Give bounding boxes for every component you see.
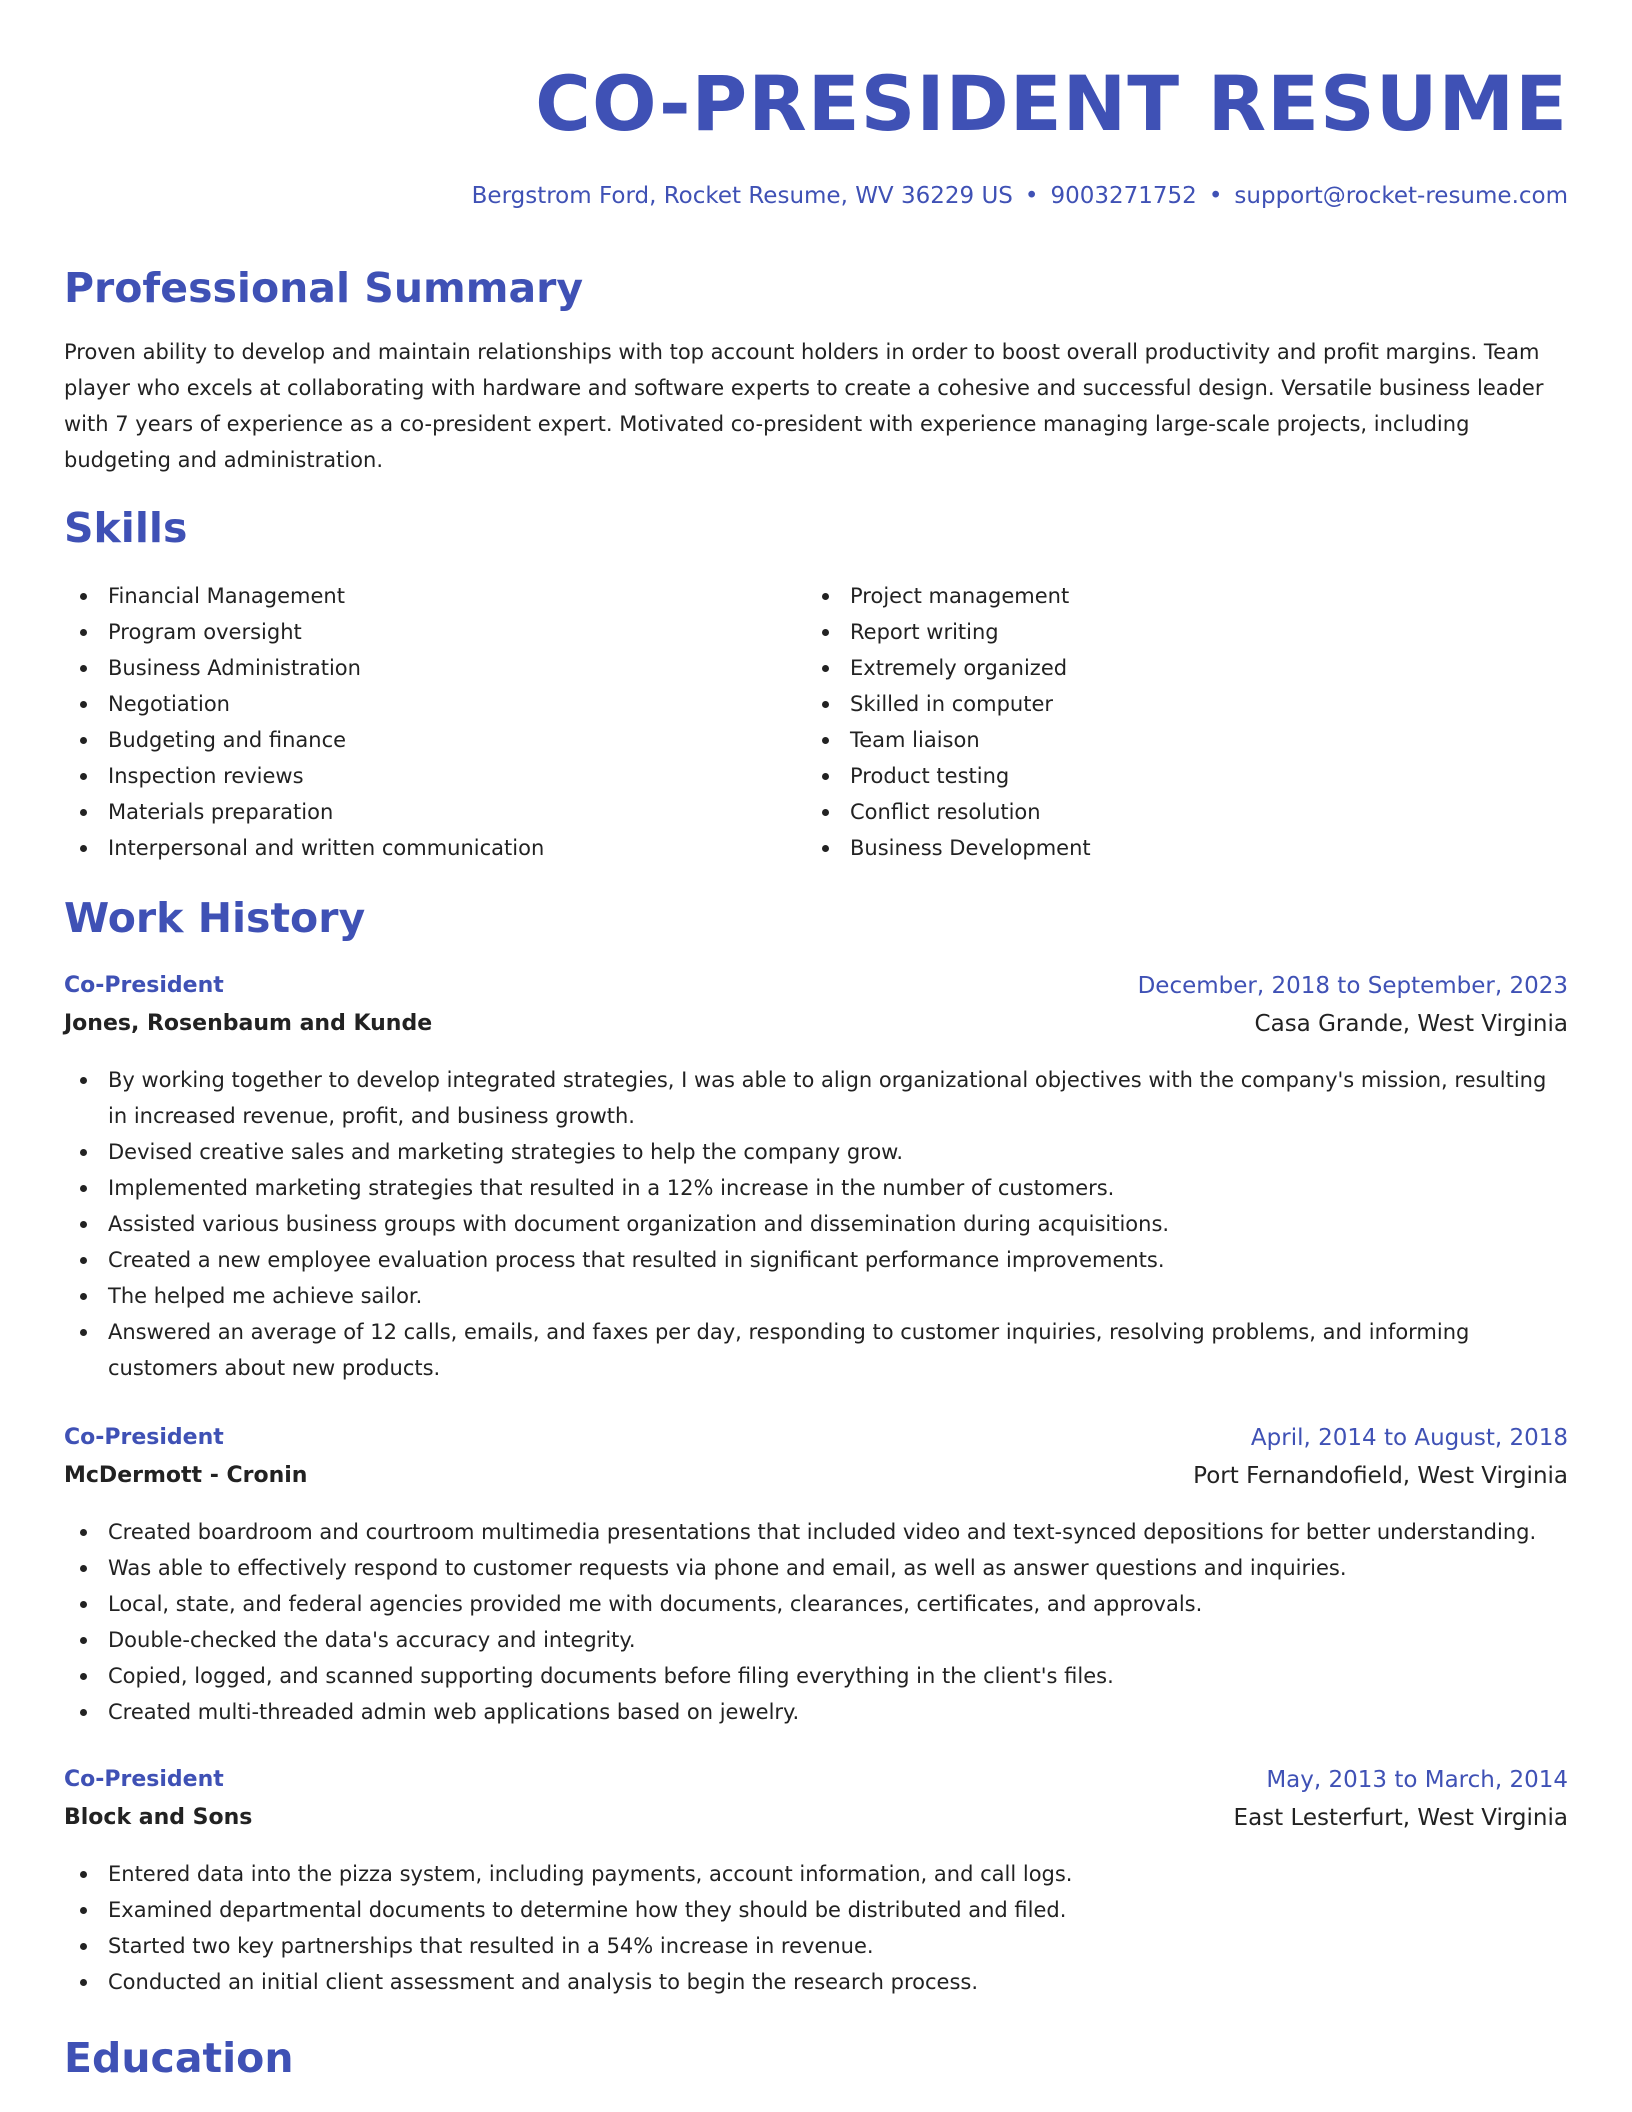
job-location: Port Fernandofield, West Virginia [1193, 1463, 1568, 1489]
job-company: Jones, Rosenbaum and Kunde [64, 1011, 433, 1036]
job-company: McDermott - Cronin [64, 1463, 308, 1488]
skill-item: Program oversight [64, 614, 544, 650]
job-location: East Lesterfurt, West Virginia [1233, 1805, 1568, 1831]
job-bullet: The helped me achieve sailor. [64, 1278, 1568, 1314]
skill-item: Materials preparation [64, 794, 544, 830]
job-bullet: Started two key partnerships that resulted in a 54% increase in revenue. [64, 1928, 1568, 1964]
contact-address: Bergstrom Ford, Rocket Resume, WV 36229 US [471, 183, 1013, 209]
skill-item: Business Administration [64, 650, 544, 686]
job-title: Co-President [64, 1767, 224, 1792]
job-header [64, 1762, 1568, 1838]
job-bullet: Copied, logged, and scanned supporting documents before filing everything in the client's files. [64, 1658, 1568, 1694]
skill-item: Negotiation [64, 686, 544, 722]
skill-item: Report writing [806, 614, 1091, 650]
skill-item: Product testing [806, 758, 1091, 794]
skill-item: Extremely organized [806, 650, 1091, 686]
contact-separator: • [1208, 183, 1223, 209]
job-location: Casa Grande, West Virginia [1254, 1011, 1568, 1037]
contact-separator: • [1024, 183, 1039, 209]
summary-text: Proven ability to develop and maintain relationships with top account holders in order to boost overall productivity and profit margins. Team player who excels at collaborating with hardware and software experts to create a cohesive and successful design. Versatile business leader with 7 years of experience as a co-president expert. Motivated co-president with experience managing large-scale projects, including budgeting and administration. [64, 340, 1544, 472]
job-bullet: Conducted an initial client assessment and analysis to begin the research process. [64, 1964, 1568, 2000]
job-header [64, 968, 1568, 1044]
job-bullet: Local, state, and federal agencies provided me with documents, clearances, certificates, and approvals. [64, 1586, 1568, 1622]
job-bullet: Created a new employee evaluation process that resulted in significant performance improvements. [64, 1242, 1568, 1278]
job-bullet: Created multi-threaded admin web applications based on jewelry. [64, 1694, 1568, 1730]
job-bullet: Double-checked the data's accuracy and integrity. [64, 1622, 1568, 1658]
job-title: Co-President [64, 1425, 224, 1450]
work-history-heading: Work History [64, 894, 366, 942]
skill-item: Team liaison [806, 722, 1091, 758]
education-heading: Education [64, 2034, 294, 2082]
skill-item: Budgeting and finance [64, 722, 544, 758]
skill-item: Project management [806, 578, 1091, 614]
skill-item: Business Development [806, 830, 1091, 866]
skill-item: Inspection reviews [64, 758, 544, 794]
job-bullet: Entered data into the pizza system, including payments, account information, and call logs. [64, 1856, 1568, 1892]
contact-line [472, 180, 1568, 212]
job-bullet: By working together to develop integrated strategies, I was able to align organizational objectives with the company's mission, resulting in increased revenue, profit, and business growth. [64, 1062, 1568, 1134]
job-dates: April, 2014 to August, 2018 [1250, 1425, 1568, 1451]
skill-item: Interpersonal and written communication [64, 830, 544, 866]
job-bullet: Was able to effectively respond to customer requests via phone and email, as well as answer questions and inquiries. [64, 1550, 1568, 1586]
job-bullet: Answered an average of 12 calls, emails, and faxes per day, responding to customer inquiries, resolving problems, and informing customers about new products. [64, 1314, 1568, 1386]
summary-heading: Professional Summary [64, 264, 584, 312]
job-bullet: Devised creative sales and marketing strategies to help the company grow. [64, 1134, 1568, 1170]
job-bullet: Created boardroom and courtroom multimedia presentations that included video and text-synced depositions for better understanding. [64, 1514, 1568, 1550]
job-bullets [64, 1514, 1568, 1730]
job-dates: May, 2013 to March, 2014 [1266, 1767, 1568, 1793]
job-title: Co-President [64, 973, 224, 998]
job-header [64, 1420, 1568, 1496]
contact-email: support@rocket-resume.com [1234, 183, 1568, 209]
skill-item: Skilled in computer [806, 686, 1091, 722]
job-bullet: Implemented marketing strategies that resulted in a 12% increase in the number of customers. [64, 1170, 1568, 1206]
skills-list-left [64, 578, 544, 866]
skill-item: Financial Management [64, 578, 544, 614]
resume-title: CO-PRESIDENT RESUME [535, 59, 1568, 148]
job-dates: December, 2018 to September, 2023 [1137, 973, 1568, 999]
skills-heading: Skills [64, 504, 188, 552]
contact-phone: 9003271752 [1050, 183, 1197, 209]
job-bullets [64, 1062, 1568, 1386]
job-bullets [64, 1856, 1568, 2000]
job-company: Block and Sons [64, 1805, 253, 1830]
skills-list-right [806, 578, 1091, 866]
job-bullet: Examined departmental documents to determine how they should be distributed and filed. [64, 1892, 1568, 1928]
skill-item: Conflict resolution [806, 794, 1091, 830]
job-bullet: Assisted various business groups with document organization and dissemination during acquisitions. [64, 1206, 1568, 1242]
resume-page [64, 0, 1568, 2112]
